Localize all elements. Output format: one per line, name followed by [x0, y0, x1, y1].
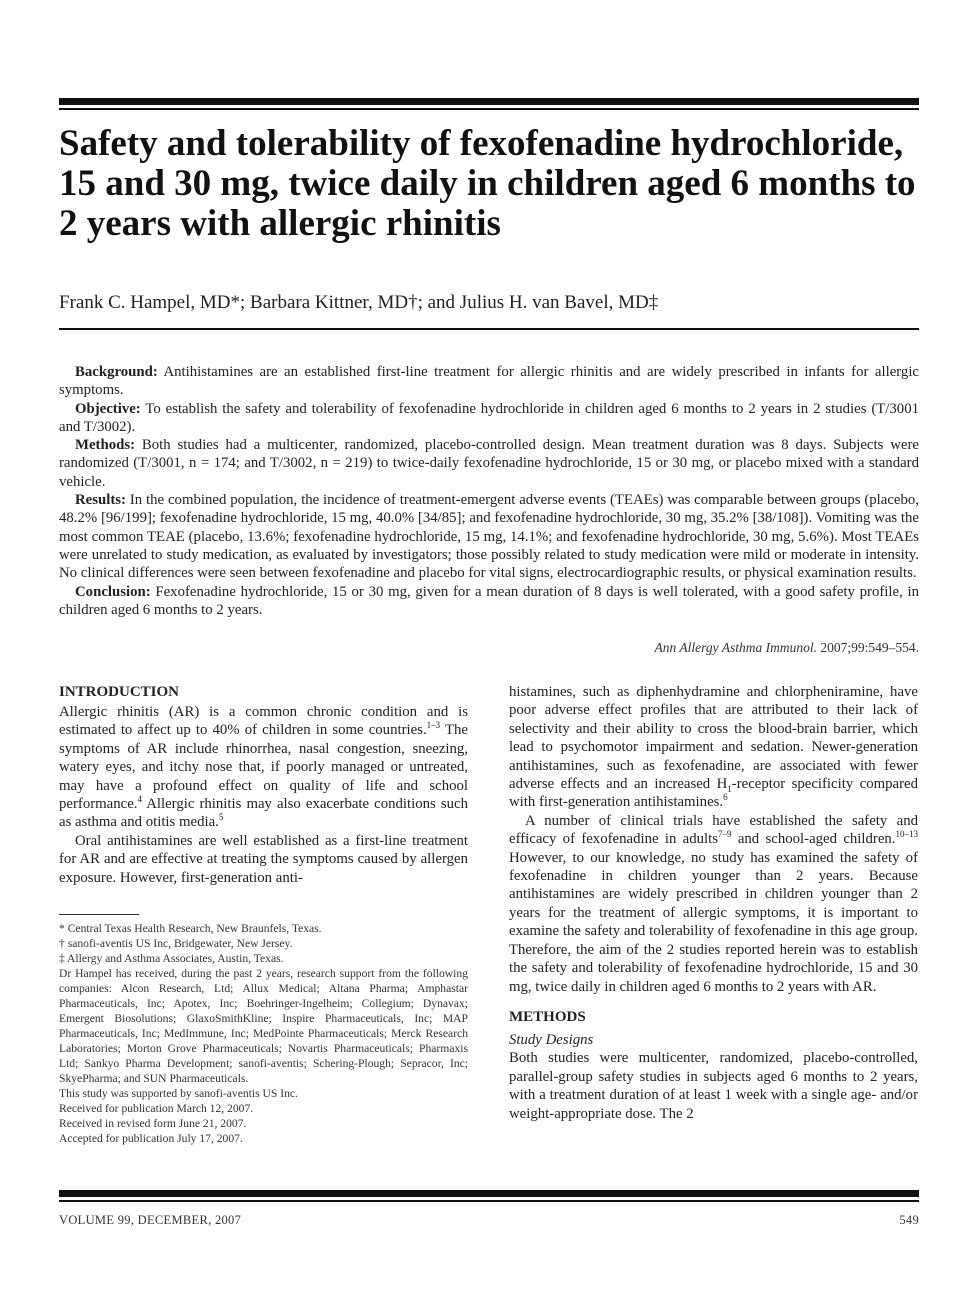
bottom-rule-thick [59, 1190, 919, 1197]
top-rule-thick [59, 98, 919, 105]
bottom-rule-thin [59, 1200, 919, 1202]
citation [59, 640, 919, 656]
right-column [509, 683, 918, 1123]
abstract-objective [59, 400, 919, 437]
abstract-conclusion [59, 583, 919, 620]
abstract-methods-label: Methods: [75, 437, 136, 454]
intro-ref-10-13: 10–13 [895, 829, 918, 840]
abstract-conclusion-text: Fexofenadine hydrochloride, 15 or 30 mg, given for a mean duration of 8 days is well tolerated, with a good safety profile, in children aged 6 months to 2 years. [59, 583, 919, 618]
abstract-background-text: Antihistamines are an established first-line treatment for allergic rhinitis and are widely prescribed in infants for allergic symptoms. [59, 364, 919, 399]
abstract-objective-text: To establish the safety and tolerability of fexofenadine hydrochloride in children aged 6 months to 2 years in 2 studies (T/3001 and T/3002). [59, 400, 919, 435]
page-number: 549 [899, 1213, 919, 1227]
header-divider [59, 328, 919, 330]
intro-paragraph-2: Oral antihistamines are well established as a first-line treatment for AR and are effective at treating the symptoms caused by allergen exposure. However, first-generation anti- [59, 832, 468, 886]
intro-p3-b: -receptor specificity compared with first-generation antihistamines. [509, 776, 918, 811]
abstract-conclusion-label: Conclusion: [75, 583, 151, 600]
abstract-results-label: Results: [75, 492, 126, 509]
article-title: Safety and tolerability of fexofenadine hydrochloride, 15 and 30 mg, twice daily in children aged 6 months to 2 years with allergic rhinitis [59, 123, 916, 244]
abstract-results [59, 491, 919, 582]
page-footer [59, 1213, 919, 1229]
intro-p3-a: histamines, such as diphenhydramine and chlorpheniramine, have poor adverse effect profiles that are attributed to their lack of selectivity and their ability to cross the blood-brain barrier, which lead to psychomotor impairment and sedation. Newer-generation antihistamines, such as fexofenadine, are associated with fewer adverse effects and an increased H [509, 684, 918, 793]
footnote-affiliation-2: † sanofi-aventis US Inc, Bridgewater, New Jersey. [59, 937, 293, 950]
intro-p1-b: The symptoms of AR include rhinorrhea, nasal congestion, sneezing, watery eyes, and itchy nose that, if poorly managed or untreated, may have a profound effect on quality of life and school performance. [59, 722, 468, 813]
intro-p1-a: Allergic rhinitis (AR) is a common chronic condition and is estimated to affect up to 40% of children in some countries. [59, 704, 468, 739]
abstract-results-text: In the combined population, the incidence of treatment-emergent adverse events (TEAEs) was comparable between groups (placebo, 48.2% [96/199]; fexofenadine hydrochloride, 15 mg, 40.0% [34/85]; and fexofenadine hydrochloride, 30 mg, 35.2% [38/108]). Vomiting was the most common TEAE (placebo, 13.6%; fexofenadine hydrochloride, 15 mg, 14.1%; and fexofenadine hydrochloride, 30 mg, 5.6%). Most TEAEs were unrelated to study medication, as evaluated by investigators; those possibly related to study medication were mild or moderate in intensity. No clinical differences were seen between fexofenadine and placebo for vital signs, electrocardiographic results, or physical examination results. [59, 492, 919, 582]
intro-p4-c: However, to our knowledge, no study has examined the safety of fexofenadine in children younger than 2 years. Because antihistamines are widely prescribed in children younger than 2 years for the treatment of allergic symptoms, it is important to examine the safety and tolerability of fexofenadine in this age group. Therefore, the aim of the 2 studies reported herein was to establish the safety and tolerability of fexofenadine hydrochloride, 15 and 30 mg, twice daily in children aged 6 months to 2 years with AR. [509, 849, 918, 995]
footer-volume: VOLUME 99, DECEMBER, 2007 [59, 1213, 242, 1227]
intro-p1-c: Allergic rhinitis may also exacerbate conditions such as asthma and otitis media. [59, 796, 468, 831]
intro-paragraph-3 [509, 683, 918, 812]
footnote-received: Received for publication March 12, 2007. [59, 1102, 254, 1115]
intro-ref-6: 6 [723, 792, 728, 803]
abstract-background-label: Background: [75, 364, 158, 380]
footnote-affiliation-3: ‡ Allergy and Asthma Associates, Austin, Texas. [59, 952, 284, 965]
footnote-disclosure: Dr Hampel has received, during the past 2 years, research support from the following companies: Alcon Research, Ltd; Allux Medical; Altana Pharma; Amphastar Pharmaceuticals, Inc; Apotex, Inc; Boehringer-Ingelheim; Collegium; Dynavax; Emergent Biosolutions; GlaxoSmithKline; Inspire Pharmaceuticals, Inc; MAP Pharmaceuticals, Inc; MedImmune, Inc; MedPointe Pharmaceuticals; Merck Research Laboratories; Morton Grove Pharmaceuticals; Novartis Pharmaceuticals; Pharmaxis Ltd; Sankyo Pharma Development; sanofi-aventis; Schering-Plough; Sepracor, Inc; SkyePharma; and SUN Pharmaceuticals. [59, 967, 468, 1085]
abstract [59, 363, 919, 619]
left-column [59, 683, 468, 887]
intro-p4-a: A number of clinical trials have established the safety and efficacy of fexofenadine in adults [509, 812, 918, 848]
methods-paragraph-1: Both studies were multicenter, randomized, placebo-controlled, parallel-group safety studies in subjects aged 6 months to 2 years, with a treatment duration of at least 1 week with a single age- and/or weight-appropriate dose. The 2 [509, 1050, 918, 1122]
abstract-objective-label: Objective: [75, 400, 141, 417]
intro-ref-2: 4 [137, 794, 142, 805]
intro-p3-subscript: 1 [727, 783, 732, 794]
footnote-support: This study was supported by sanofi-aventis US Inc. [59, 1087, 298, 1100]
abstract-methods-text: Both studies had a multicenter, randomized, placebo-controlled design. Mean treatment duration was 8 days. Subjects were randomized (T/3001, n = 174; and T/3002, n = 219) to twice-daily fexofenadine hydrochloride, 15 or 30 mg, or placebo mixed with a standard vehicle. [59, 437, 919, 490]
footnote-revised: Received in revised form June 21, 2007. [59, 1117, 247, 1130]
footnote-divider [59, 914, 139, 915]
footnote-affiliation-1: * Central Texas Health Research, New Braunfels, Texas. [59, 922, 322, 935]
intro-p4-b: and school-aged children. [731, 831, 896, 848]
abstract-methods [59, 436, 919, 491]
intro-ref-3: 5 [218, 812, 224, 823]
article-authors: Frank C. Hampel, MD*; Barbara Kittner, MD†; and Julius H. van Bavel, MD‡ [59, 292, 659, 313]
citation-ref: 2007;99:549–554. [816, 640, 919, 655]
methods-heading: METHODS [509, 1008, 586, 1025]
study-designs-subheading: Study Designs [509, 1031, 594, 1048]
introduction-heading: INTRODUCTION [59, 684, 180, 700]
abstract-background [59, 363, 919, 400]
intro-ref-7-9: 7–9 [718, 829, 732, 840]
citation-journal: Ann Allergy Asthma Immunol. [654, 640, 817, 655]
top-rule-thin [59, 108, 919, 110]
intro-paragraph-4 [509, 812, 918, 996]
intro-ref-1: 1–3 [426, 720, 441, 731]
intro-paragraph-1 [59, 703, 468, 832]
footnotes [59, 921, 468, 1146]
footnote-accepted: Accepted for publication July 17, 2007. [59, 1132, 243, 1145]
